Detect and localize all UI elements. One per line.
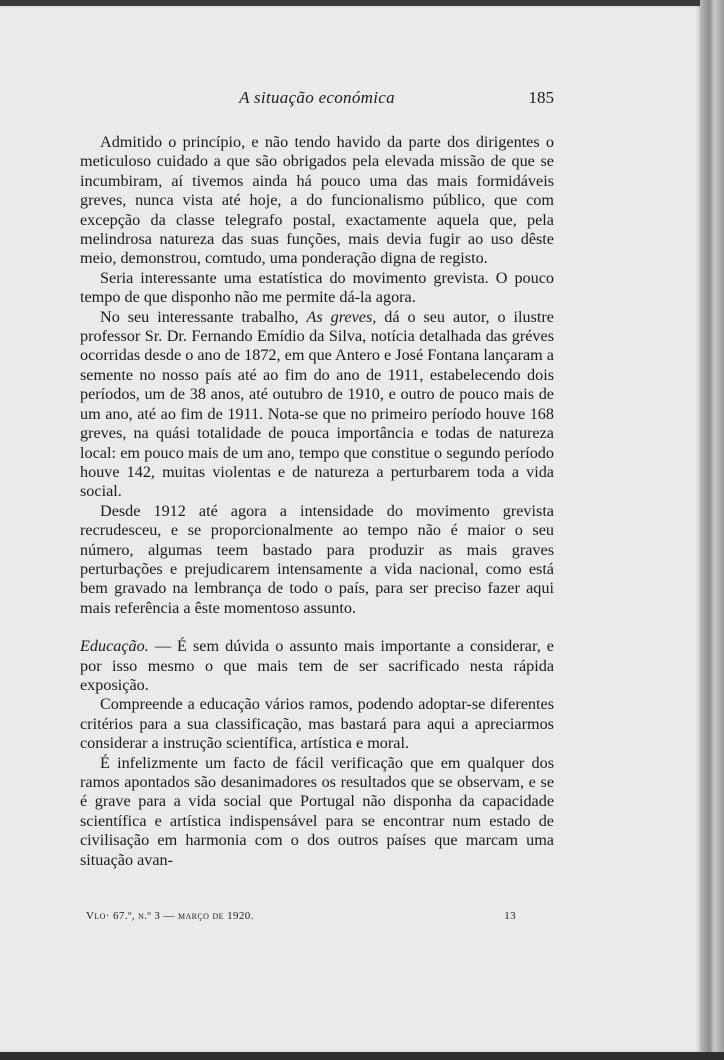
running-head [80, 88, 554, 112]
paragraph-as-greves [80, 308, 554, 502]
page-number: 185 [528, 88, 554, 107]
scan-bottom-edge [0, 1052, 724, 1060]
volume-line: Vlo· 67.º, n.º 3 — março de 1920. [86, 910, 254, 922]
paragraph-as-greves-lead: No seu interessante trabalho, [100, 307, 307, 326]
paragraph-facto-verificacao: É infelizmente um facto de fácil verificação que em qualquer dos ramos apontados são desanimadores os resultados que se observam, e se é grave para a vida social que Portugal não disponha da capacidade scientífica e artística indispensável para se encontrar num estado de civilisação em harmonia com o dos outros países que marcam uma situação avan- [80, 753, 554, 869]
book-page-edge [700, 0, 724, 1060]
paragraph-desde-1912: Desde 1912 até agora a intensidade do movimento grevista recrudesceu, e se proporcionalmente ao tempo não é maior o seu número, algumas teem bastado para produzir as mais graves perturbações e prejudicarem intensamente a vida nacional, como está bem gravado na lembrança de todo o país, para ser preciso fazer aqui mais referência a êste momentoso assunto. [80, 501, 554, 617]
signature-mark: 13 [504, 910, 516, 922]
paragraph-greve-funcionalismo: Admitido o princípio, e não tendo havido da parte dos dirigentes o meticuloso cuidado a que são obrigados pela elevada missão de que se incumbiram, aí tivemos ainda há pouco uma das mais formidáveis greves, nunca vista até hoje, a do funcionalismo público, que com excepção da classe telegrafo postal, exactamente aquela que, pela melindrosa natureza das suas funções, mais devia fugir ao uso dêste meio, demonstrou, comtudo, uma ponderação digna de registo. [80, 133, 554, 268]
book-title-as-greves: As greves, [306, 307, 377, 326]
paragraph-estatistica: Seria interessante uma estatística do movimento grevista. O pouco tempo de que disponho não me permite dá-la agora. [80, 268, 554, 307]
section-heading-educacao: Educação. [80, 637, 149, 656]
running-title: A situação económica [239, 88, 395, 107]
book-page [0, 6, 700, 1052]
paragraph-educacao-body: — É sem dúvida o assunto mais importante a considerar, e por isso mesmo o que mais tem de ser sacrificado nesta rápida exposição. [80, 637, 554, 694]
page-footer [86, 910, 516, 922]
paragraph-educacao [80, 637, 554, 695]
paragraph-as-greves-body: dá o seu autor, o ilustre professor Sr. Dr. Fernando Emídio da Silva, notícia detalhada das gréves ocorridas desde o ano de 1872, em que Antero e José Fontana lançaram a semente no nosso país até ao fim do ano de 1911, estabelecendo dois períodos, um de 38 anos, até outubro de 1910, e outro de pouco mais de um ano, até ao fim de 1911. Nota-se que no primeiro período houve 168 greves, na quási totalidade de pouca importância e todas de natureza local: em pouco mais de um ano, tempo que constitue o segundo período houve 142, muitas violentas e de natureza a perturbarem toda a vida social. [80, 307, 554, 501]
body-text [80, 133, 554, 870]
paragraph-ramos-educacao: Compreende a educação vários ramos, podendo adoptar-se diferentes critérios para a sua classificação, mas bastará para aqui a apreciarmos considerar a instrução scientífica, artística e moral. [80, 695, 554, 753]
